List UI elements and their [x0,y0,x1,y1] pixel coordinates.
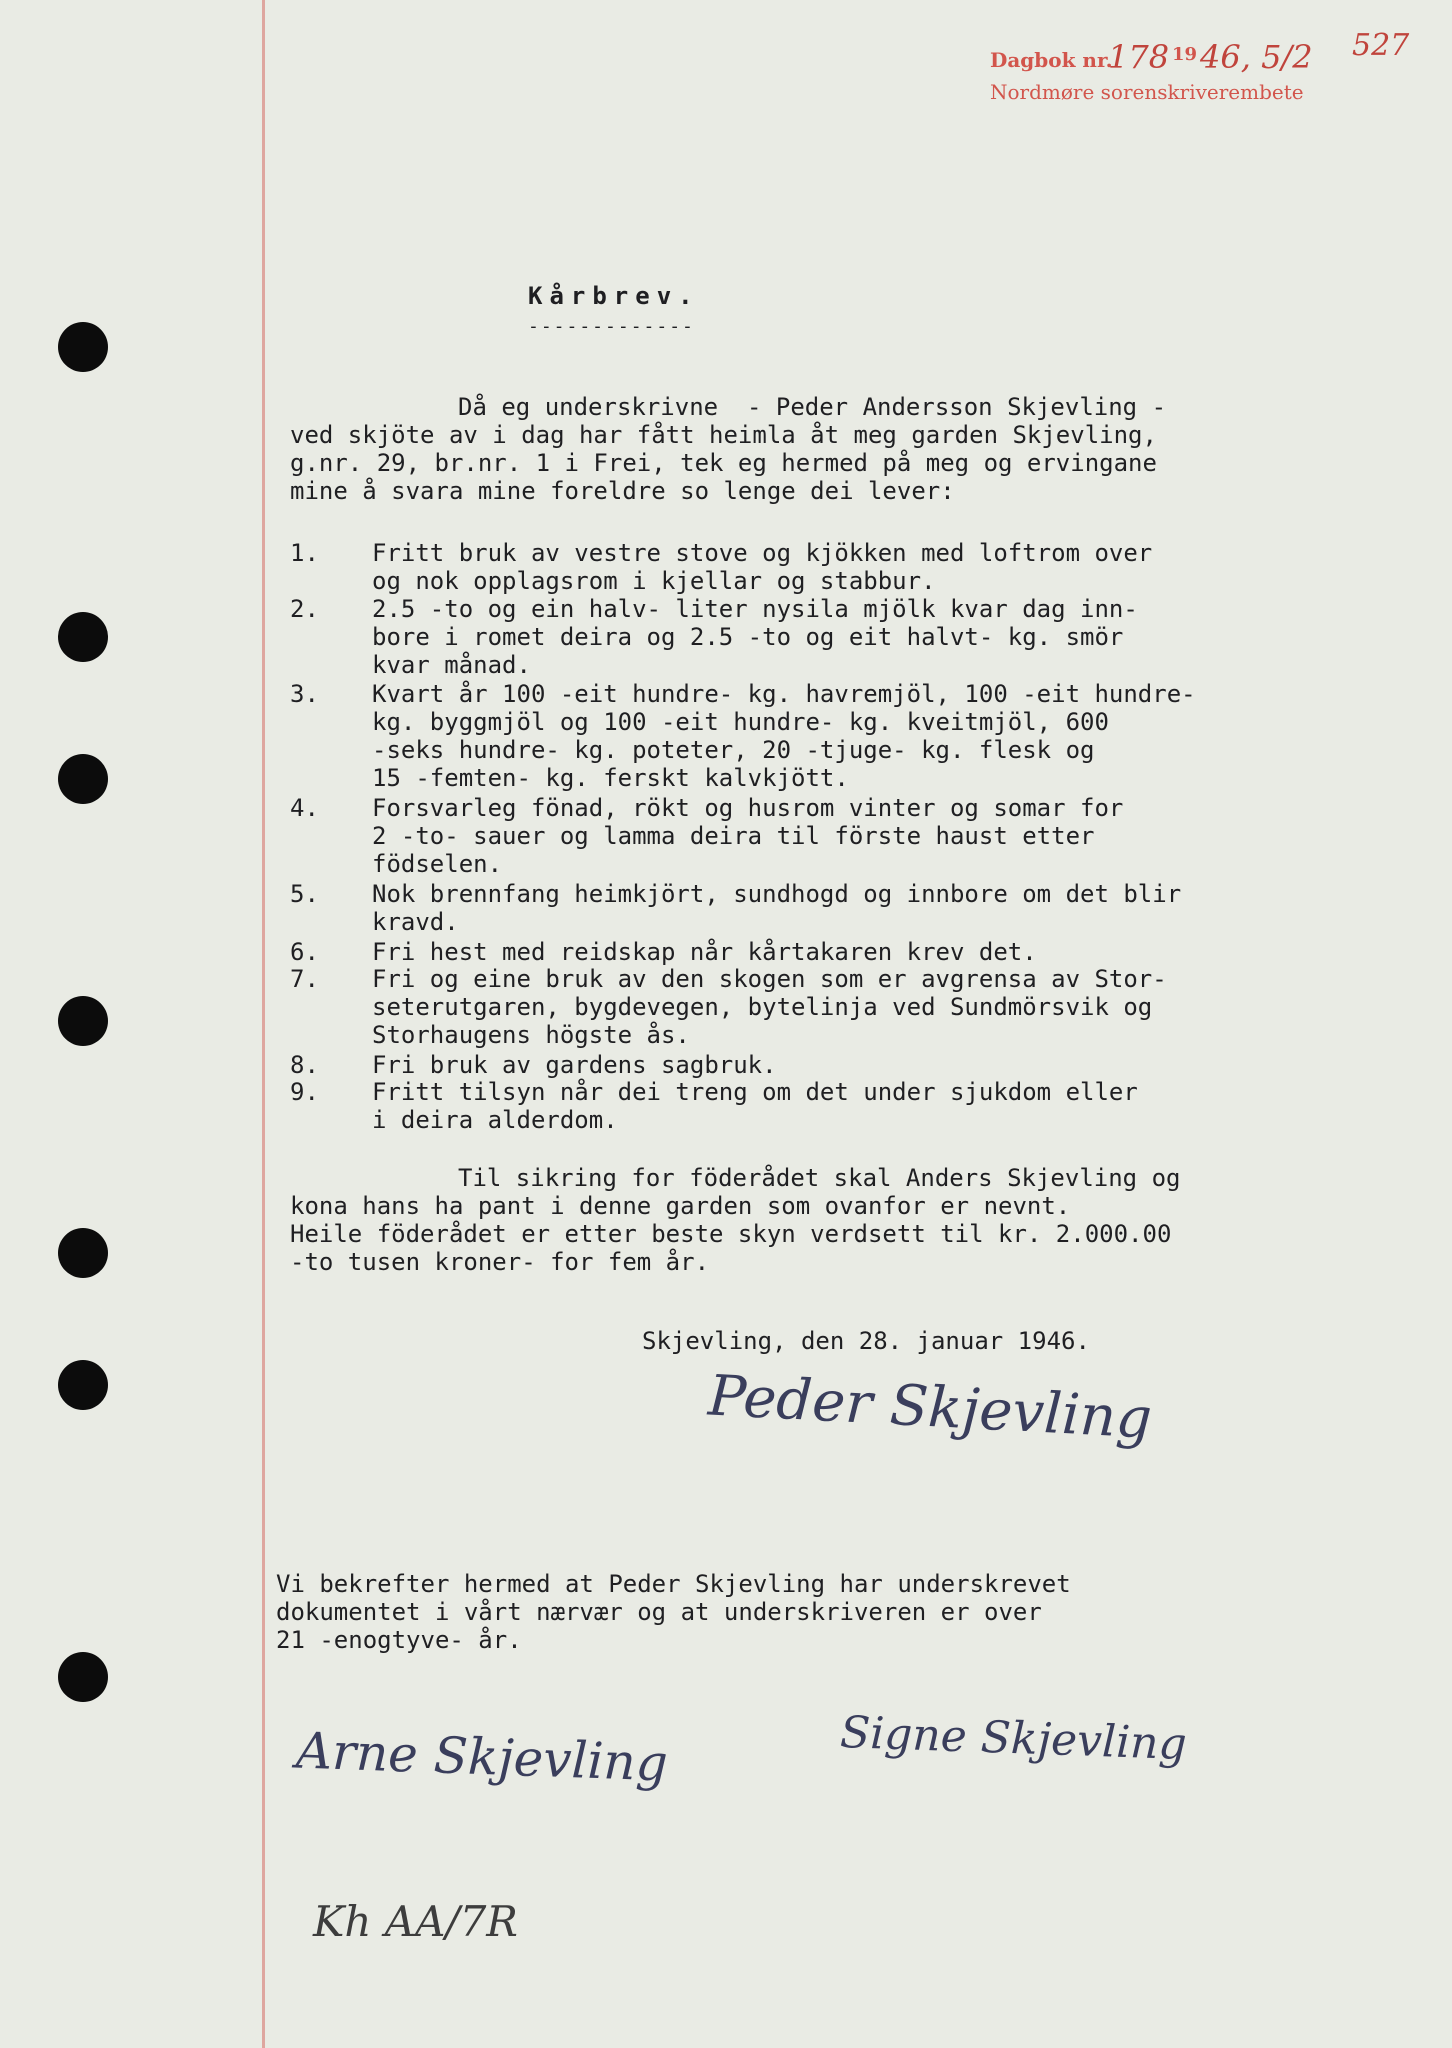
item-number: 1. [290,539,319,567]
item-line: Fri bruk av gardens sagbruk. [372,1051,777,1079]
item-line: -seks hundre- kg. poteter, 20 -tjuge- kg. flesk og [372,736,1095,764]
item-line: og nok opplagsrom i kjellar og stabbur. [372,567,936,595]
item-number: 2. [290,595,319,623]
witness-line: 21 -enogtyve- år. [276,1626,522,1654]
punch-hole [58,322,108,372]
item-line: Fritt bruk av vestre stove og kjökken med loftrom over [372,539,1153,567]
item-line: Storhaugens högste ås. [372,1021,690,1049]
intro-line: g.nr. 29, br.nr. 1 i Frei, tek eg hermed på meg og ervingane [290,449,1157,477]
stamp-date: 46, 5/2 [1200,38,1313,76]
place-date: Skjevling, den 28. januar 1946. [642,1327,1090,1355]
punch-hole [58,1652,108,1702]
item-line: i deira alderdom. [372,1106,618,1134]
item-line: Nok brennfang heimkjört, sundhogd og innbore om det blir [372,880,1182,908]
item-line: Fritt tilsyn når dei treng om det under sjukdom eller [372,1078,1138,1106]
signature-witness-arne: Arne Skjevling [295,1721,669,1793]
signature-peder: Peder Skjevling [706,1363,1154,1452]
document-title: Kårbrev. [528,282,700,310]
security-line: Heile föderådet er etter beste skyn verdsett til kr. 2.000.00 [290,1220,1172,1248]
item-line: kvar månad. [372,651,531,679]
security-line: -to tusen kroner- for fem år. [290,1248,710,1276]
item-line: 15 -femten- kg. ferskt kalvkjött. [372,764,849,792]
item-number: 3. [290,680,319,708]
item-number: 5. [290,880,319,908]
intro-line: mine å svara mine foreldre so lenge dei lever: [290,477,955,505]
stamp-year-prefix: 19 [1172,44,1198,65]
witness-line: dokumentet i vårt nærvær og at underskriveren er over [276,1598,1042,1626]
punch-hole [58,996,108,1046]
margin-rule [262,0,265,2048]
item-line: Forsvarleg fönad, rökt og husrom vinter og somar for [372,794,1124,822]
pencil-annotation: Kh AA/7R [313,1897,518,1946]
item-line: bore i romet deira og 2.5 -to og eit halvt- kg. smör [372,623,1124,651]
punch-hole [58,754,108,804]
item-line: 2 -to- sauer og lamma deira til förste haust etter [372,822,1095,850]
punch-hole [58,1228,108,1278]
security-line: Til sikring for föderådet skal Anders Skjevling og [458,1164,1181,1192]
item-number: 6. [290,938,319,966]
item-line: födselen. [372,850,503,878]
item-line: Fri hest med reidskap når kårtakaren krev det. [372,938,1037,966]
intro-line: Då eg underskrivne - Peder Andersson Skjevling - [458,393,1167,421]
item-number: 4. [290,794,319,822]
item-line: 2.5 -to og ein halv- liter nysila mjölk kvar dag inn- [372,595,1138,623]
item-line: kravd. [372,908,459,936]
item-line: Fri og eine bruk av den skogen som er avgrensa av Stor- [372,965,1167,993]
registry-stamp-line2: Nordmøre sorenskriverembete [990,80,1304,104]
item-number: 7. [290,965,319,993]
registry-stamp-line1 [990,48,1113,72]
item-line: kg. byggmjöl og 100 -eit hundre- kg. kveitmjöl, 600 [372,708,1109,736]
punch-hole [58,612,108,662]
page-number: 527 [1352,28,1410,63]
intro-line: ved skjöte av i dag har fått heimla åt meg garden Skjevling, [290,421,1157,449]
item-line: Kvart år 100 -eit hundre- kg. havremjöl, 100 -eit hundre- [372,680,1196,708]
punch-hole [58,1360,108,1410]
stamp-entry-number: 178 [1108,38,1170,76]
security-line: kona hans ha pant i denne garden som ovanfor er nevnt. [290,1192,1071,1220]
title-underline: ------------- [528,316,695,337]
stamp-prefix: Dagbok nr. [990,48,1113,72]
witness-line: Vi bekrefter hermed at Peder Skjevling har underskrevet [276,1570,1071,1598]
item-number: 8. [290,1051,319,1079]
item-line: seterutgaren, bygdevegen, bytelinja ved Sundmörsvik og [372,993,1153,1021]
signature-witness-signe: Signe Skjevling [839,1706,1188,1771]
item-number: 9. [290,1078,319,1106]
